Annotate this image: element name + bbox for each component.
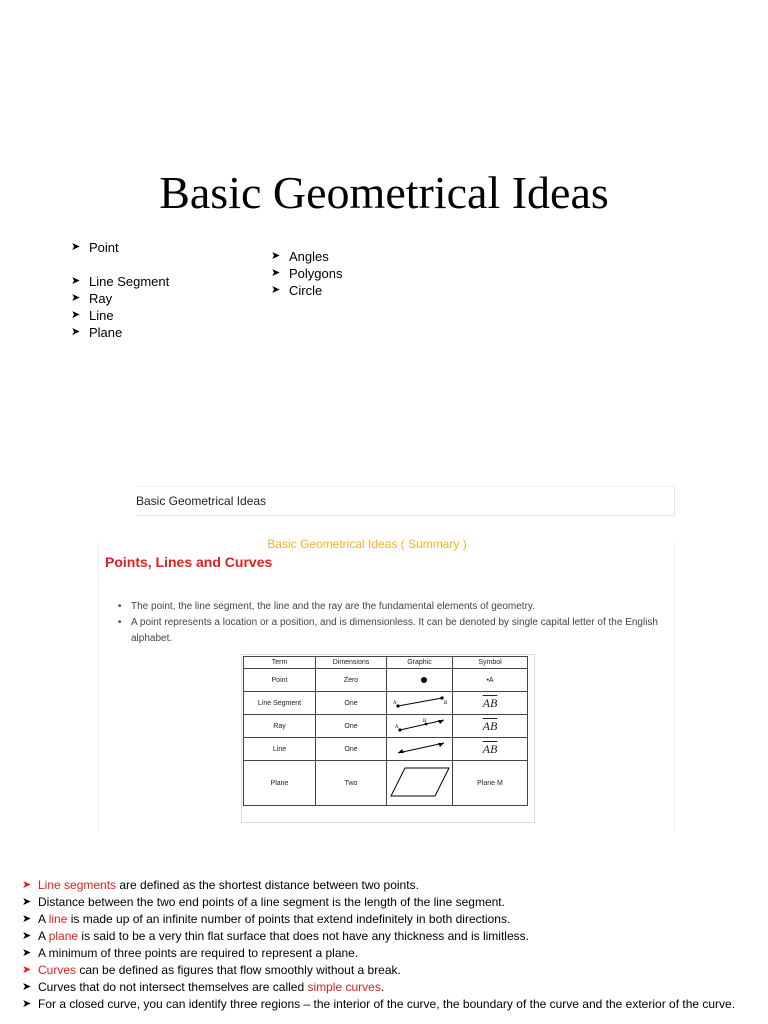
screenshot-header-title: Basic Geometrical Ideas: [136, 494, 267, 508]
list-item: ➤ For a closed curve, you can identify three regions – the interior of the curve, the boundary of the curve and the exterior of the curve.: [22, 997, 736, 1011]
term-cell: Point: [244, 669, 316, 692]
term-cell: Line Segment: [244, 692, 316, 715]
highlighted-term: plane: [48, 929, 79, 943]
arrow-bullet-icon: ➤: [22, 981, 32, 993]
line-graphic-icon: [390, 738, 450, 758]
list-item: ➤ Ray: [71, 291, 113, 306]
line-symbol: $\overline{AB}$: [482, 741, 498, 756]
dimension-cell: Zero: [316, 669, 387, 692]
slide-title: Basic Geometrical Ideas: [159, 167, 609, 218]
highlighted-term: simple curves: [307, 980, 381, 994]
term-cell: Ray: [244, 715, 316, 738]
term-cell: Plane: [244, 761, 316, 806]
arrow-bullet-icon: ➤: [271, 267, 281, 279]
arrow-bullet-icon: ➤: [22, 896, 32, 908]
summary-subtitle: Basic Geometrical Ideas ( Summary ): [267, 537, 467, 551]
notes-list: [22, 877, 752, 1013]
list-item: ➤ Curves that do not intersect themselves are called simple curves.: [22, 980, 385, 994]
arrow-bullet-icon: ➤: [22, 998, 32, 1010]
dimension-cell: One: [316, 738, 387, 761]
symbol-cell: [453, 692, 528, 715]
arrow-bullet-icon: ➤: [71, 326, 81, 338]
table-header-row: [244, 657, 528, 669]
ray-graphic-icon: [390, 715, 450, 735]
list-item: ➤ Line: [71, 308, 114, 323]
arrow-bullet-icon: ➤: [22, 913, 32, 925]
list-item: ➤ Point: [71, 240, 119, 255]
list-item: ➤ Line segments are defined as the shortest distance between two points.: [22, 878, 419, 892]
list-item: ➤ Line Segment: [71, 274, 170, 289]
divider: [98, 542, 99, 832]
table-header: Term: [244, 657, 316, 669]
summary-bullets: [118, 599, 658, 647]
symbol-cell: Plane M: [453, 761, 528, 806]
svg-text:A: A: [392, 701, 397, 706]
point-symbol: •A: [486, 676, 494, 684]
svg-text:B: B: [443, 701, 447, 706]
arrow-bullet-icon: ➤: [71, 275, 81, 287]
graphic-cell: [387, 715, 453, 738]
arrow-bullet-icon: ➤: [22, 947, 32, 959]
dimension-cell: One: [316, 692, 387, 715]
svg-text:A: A: [394, 725, 399, 730]
topic-list-left: [71, 239, 169, 341]
symbol-cell: [453, 715, 528, 738]
section-heading: Points, Lines and Curves: [105, 554, 273, 570]
highlighted-term: line: [48, 912, 68, 926]
arrow-bullet-icon: ➤: [71, 309, 81, 321]
screenshot-header: [136, 486, 675, 516]
list-item: ➤ A line is made up of an infinite number of points that extend indefinitely in both directions.: [22, 912, 511, 926]
term-cell: Line: [244, 738, 316, 761]
symbol-cell: [453, 738, 528, 761]
summary-bullet: • The point, the line segment, the line and the ray are the fundamental elements of geometry.: [118, 599, 658, 615]
arrow-bullet-icon: ➤: [271, 284, 281, 296]
divider: [674, 542, 675, 832]
topic-list-right: [271, 248, 342, 299]
list-item: ➤ Angles: [271, 249, 329, 264]
ray-symbol: $\overline{AB}$: [482, 718, 498, 733]
point-graphic-icon: [390, 669, 450, 689]
arrow-bullet-icon: ➤: [71, 292, 81, 304]
graphic-cell: [387, 692, 453, 715]
summary-bullet: • A point represents a location or a position, and is dimensionless. It can be denoted by single capital letter of the English alphabet.: [118, 615, 658, 647]
svg-text:B: B: [422, 719, 426, 724]
plane-graphic-icon: [389, 762, 451, 802]
graphic-cell: [387, 761, 453, 806]
list-item: ➤ Polygons: [271, 266, 343, 281]
list-gap: [71, 256, 169, 273]
arrow-bullet-icon: ➤: [71, 241, 81, 253]
list-item: ➤ Curves can be defined as figures that flow smoothly without a break.: [22, 963, 401, 977]
list-item: ➤ Distance between the two end points of a line segment is the length of the line segment.: [22, 895, 505, 909]
graphic-cell: [387, 669, 453, 692]
table-row: [244, 692, 528, 715]
table-header: Dimensions: [316, 657, 387, 669]
list-item: ➤ Plane: [71, 325, 123, 340]
arrow-bullet-icon: ➤: [22, 879, 32, 891]
table-row: [244, 715, 528, 738]
graphic-cell: [387, 738, 453, 761]
list-item: ➤ Circle: [271, 283, 323, 298]
arrow-bullet-icon: ➤: [22, 964, 32, 976]
table-row: [244, 669, 528, 692]
list-item: ➤ A plane is said to be a very thin flat surface that does not have any thickness and is limitless.: [22, 929, 529, 943]
dimension-cell: One: [316, 715, 387, 738]
highlighted-term: Curves: [38, 963, 77, 977]
table-row: [244, 738, 528, 761]
symbol-cell: [453, 669, 528, 692]
segment-symbol: $\overline{AB}$: [482, 695, 498, 710]
arrow-bullet-icon: ➤: [22, 930, 32, 942]
table-header: Symbol: [453, 657, 528, 669]
line-segment-graphic-icon: [390, 692, 450, 712]
table-header: Graphic: [387, 657, 453, 669]
table-row: [244, 761, 528, 806]
list-item: ➤ A minimum of three points are required to represent a plane.: [22, 946, 359, 960]
geometry-table: [243, 656, 528, 806]
arrow-bullet-icon: ➤: [271, 250, 281, 262]
embedded-screenshot: [58, 466, 676, 832]
highlighted-term: Line segments: [38, 878, 117, 892]
dimension-cell: Two: [316, 761, 387, 806]
